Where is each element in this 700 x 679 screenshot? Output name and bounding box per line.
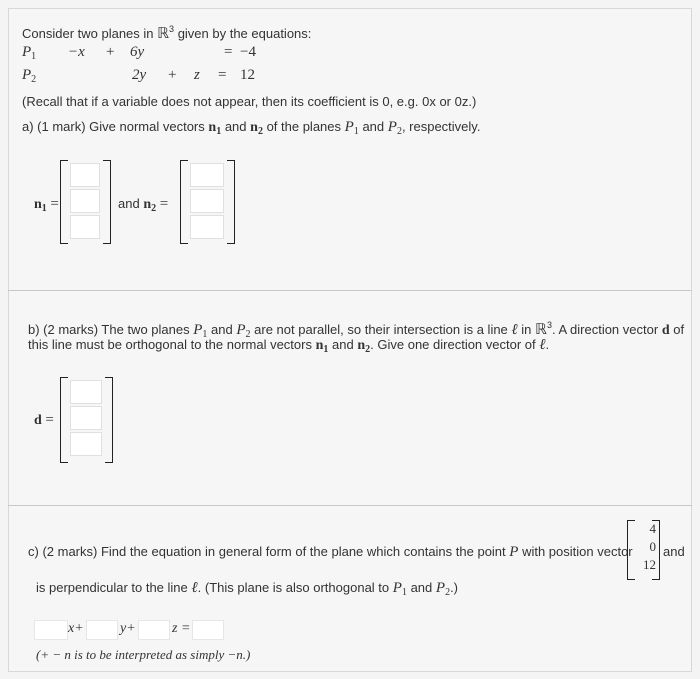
r-cube: 3 <box>169 24 175 34</box>
d-input-2[interactable] <box>70 406 102 430</box>
n2-bracket-right <box>227 160 235 244</box>
z-coefficient-input[interactable] <box>138 620 170 640</box>
divider-c <box>8 505 692 506</box>
d-bracket-left <box>60 377 68 463</box>
and-label: and $n_2$ = <box>118 196 169 214</box>
eq2-c: z <box>194 67 200 83</box>
n2-input-3[interactable] <box>190 215 224 239</box>
eq2-b: 2y <box>132 67 147 83</box>
n2-bracket-left <box>180 160 188 244</box>
eq2-plus: + <box>168 67 177 83</box>
part-c-line2: is perpendicular to the line ℓ. (This plane is also orthogonal to $P_1$ and $P_2$.) <box>36 580 459 598</box>
n2-input-1[interactable] <box>190 163 224 187</box>
d-label: d = <box>34 412 54 428</box>
eq1-plus: + <box>106 44 115 60</box>
n1-bracket-right <box>103 160 111 244</box>
eq2-rhs: 12 <box>240 67 255 83</box>
eq1-b: 6y <box>130 44 145 60</box>
eq1-rhs: −4 <box>240 44 256 60</box>
y-label: y+ <box>120 621 136 636</box>
eq1-label: $P_1$ <box>22 44 37 62</box>
recall-note: (Recall that if a variable does not appear, then its coefficient is 0, e.g. 0x or 0z.) <box>22 94 477 109</box>
n1-label: $n_1$ = <box>34 196 59 214</box>
d-bracket-right <box>105 377 113 463</box>
n1-bracket-left <box>60 160 68 244</box>
r-symbol: ℝ <box>157 26 170 42</box>
n1-input-3[interactable] <box>70 215 100 239</box>
part-a-prompt: a) (1 mark) Give normal vectors $n_1$ and $n_2$ of the planes $P_1$ and $P_2$, respectively. <box>22 119 481 137</box>
intro-line <box>22 24 311 43</box>
eq2-label: $P_2$ <box>22 67 37 85</box>
x-label: x+ <box>68 621 84 636</box>
part-c-and: and <box>663 544 685 559</box>
intro-text: Consider two planes in <box>22 26 154 41</box>
part-b-line1: b) (2 marks) The two planes $P_1$ and $P_2$ are not parallel, so their intersection is a line ℓ in ℝ$^3$. A direction vector d of <box>28 320 685 340</box>
position-vector-y: 0 <box>649 539 656 554</box>
position-vector-bracket-right <box>652 520 660 580</box>
position-vector-x: 4 <box>649 521 656 536</box>
d-input-3[interactable] <box>70 432 102 456</box>
eq1-a: −x <box>68 44 85 60</box>
n2-input-2[interactable] <box>190 189 224 213</box>
part-b-line2: this line must be orthogonal to the normal vectors $n_1$ and $n_2$. Give one direction vector of ℓ. <box>28 337 550 355</box>
y-coefficient-input[interactable] <box>86 620 118 640</box>
minus-note: (+ − n is to be interpreted as simply −n.) <box>36 647 251 662</box>
divider-b <box>8 290 692 291</box>
part-c-line1: c) (2 marks) Find the equation in general form of the plane which contains the point P with position vector <box>28 544 633 560</box>
position-vector-bracket-left <box>627 520 635 580</box>
z-label: z = <box>172 621 191 636</box>
n1-input-2[interactable] <box>70 189 100 213</box>
constant-input[interactable] <box>192 620 224 640</box>
n1-input-1[interactable] <box>70 163 100 187</box>
d-input-1[interactable] <box>70 380 102 404</box>
eq2-eq: = <box>218 67 227 83</box>
x-coefficient-input[interactable] <box>34 620 68 640</box>
intro-tail: given by the equations: <box>177 26 312 41</box>
eq1-eq: = <box>224 44 233 60</box>
position-vector-z: 12 <box>643 557 656 572</box>
